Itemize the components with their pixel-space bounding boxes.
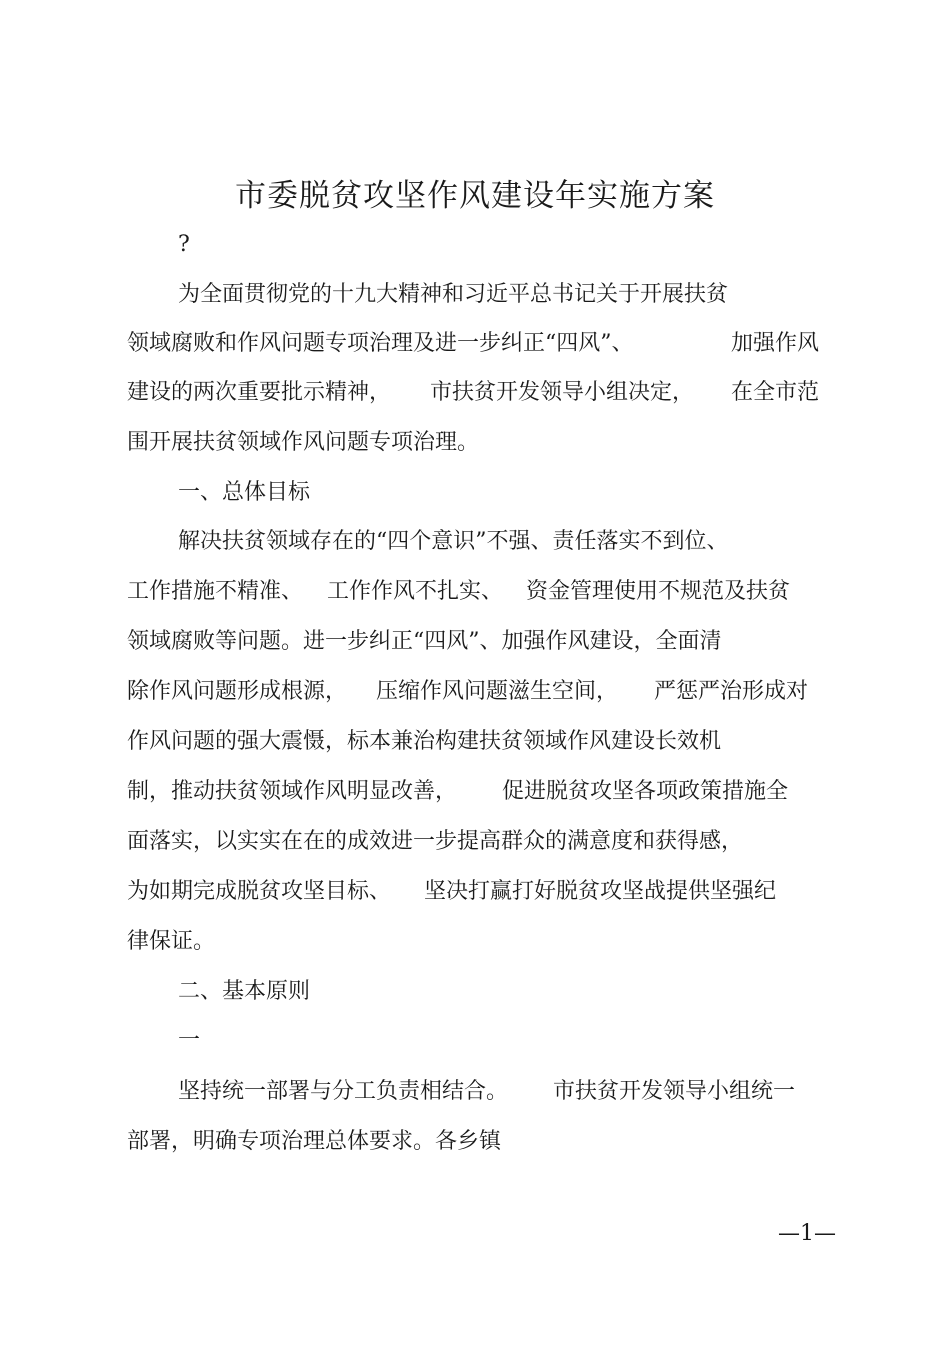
section-heading-2: 二、基本原则: [178, 979, 311, 1004]
page-number: —1—: [778, 1221, 836, 1246]
paragraph-1-line-4: 围开展扶贫领域作风问题专项治理。: [127, 430, 480, 455]
paragraph-2-line-9: 律保证。: [127, 929, 216, 954]
paragraph-3-line-1a: 坚持统一部署与分工负责相结合。: [178, 1079, 509, 1104]
dash-mark: 一: [178, 1028, 201, 1053]
paragraph-2-line-8a: 为如期完成脱贫攻坚目标、: [127, 879, 392, 904]
paragraph-1-line-1: 为全面贯彻党的十九大精神和习近平总书记关于开展扶贫: [178, 282, 729, 307]
document-title: 市委脱贫攻坚作风建设年实施方案: [235, 178, 715, 214]
section-heading-1: 一、总体目标: [178, 480, 311, 505]
paragraph-3-line-2: 部署，明确专项治理总体要求。各乡镇: [127, 1129, 502, 1154]
paragraph-1-line-3b: 市扶贫开发领导小组决定，: [430, 380, 695, 405]
paragraph-2-line-6b: 促进脱贫攻坚各项政策措施全: [502, 779, 789, 804]
paragraph-1-line-2a: 领域腐败和作风问题专项治理及进一步纠正“四风”、: [127, 331, 634, 356]
paragraph-2-line-7: 面落实，以实实在在的成效进一步提高群众的满意度和获得感，: [127, 829, 744, 854]
paragraph-1-line-3a: 建设的两次重要批示精神，: [127, 380, 392, 405]
paragraph-1-line-2b: 加强作风: [731, 331, 820, 356]
paragraph-1-line-3c: 在全市范: [731, 380, 820, 405]
paragraph-2-line-4c: 严惩严治形成对: [654, 679, 809, 704]
paragraph-2-line-8b: 坚决打赢打好脱贫攻坚战提供坚强纪: [424, 879, 777, 904]
paragraph-2-line-4a: 除作风问题形成根源，: [127, 679, 348, 704]
paragraph-2-line-2c: 资金管理使用不规范及扶贫: [526, 579, 791, 604]
paragraph-2-line-2a: 工作措施不精准、: [127, 579, 304, 604]
paragraph-2-line-4b: 压缩作风问题滋生空间，: [376, 679, 619, 704]
paragraph-3-line-1b: 市扶贫开发领导小组统一: [553, 1079, 796, 1104]
paragraph-2-line-2b: 工作作风不扎实、: [327, 579, 504, 604]
paragraph-2-line-5: 作风问题的强大震慑，标本兼治构建扶贫领域作风建设长效机: [127, 729, 722, 754]
question-mark: ?: [178, 232, 190, 257]
paragraph-2-line-6a: 制，推动扶贫领域作风明显改善，: [127, 779, 458, 804]
paragraph-2-line-1: 解决扶贫领域存在的“四个意识”不强、责任落实不到位、: [178, 529, 729, 554]
paragraph-2-line-3: 领域腐败等问题。进一步纠正“四风”、加强作风建设，全面清: [127, 629, 722, 654]
